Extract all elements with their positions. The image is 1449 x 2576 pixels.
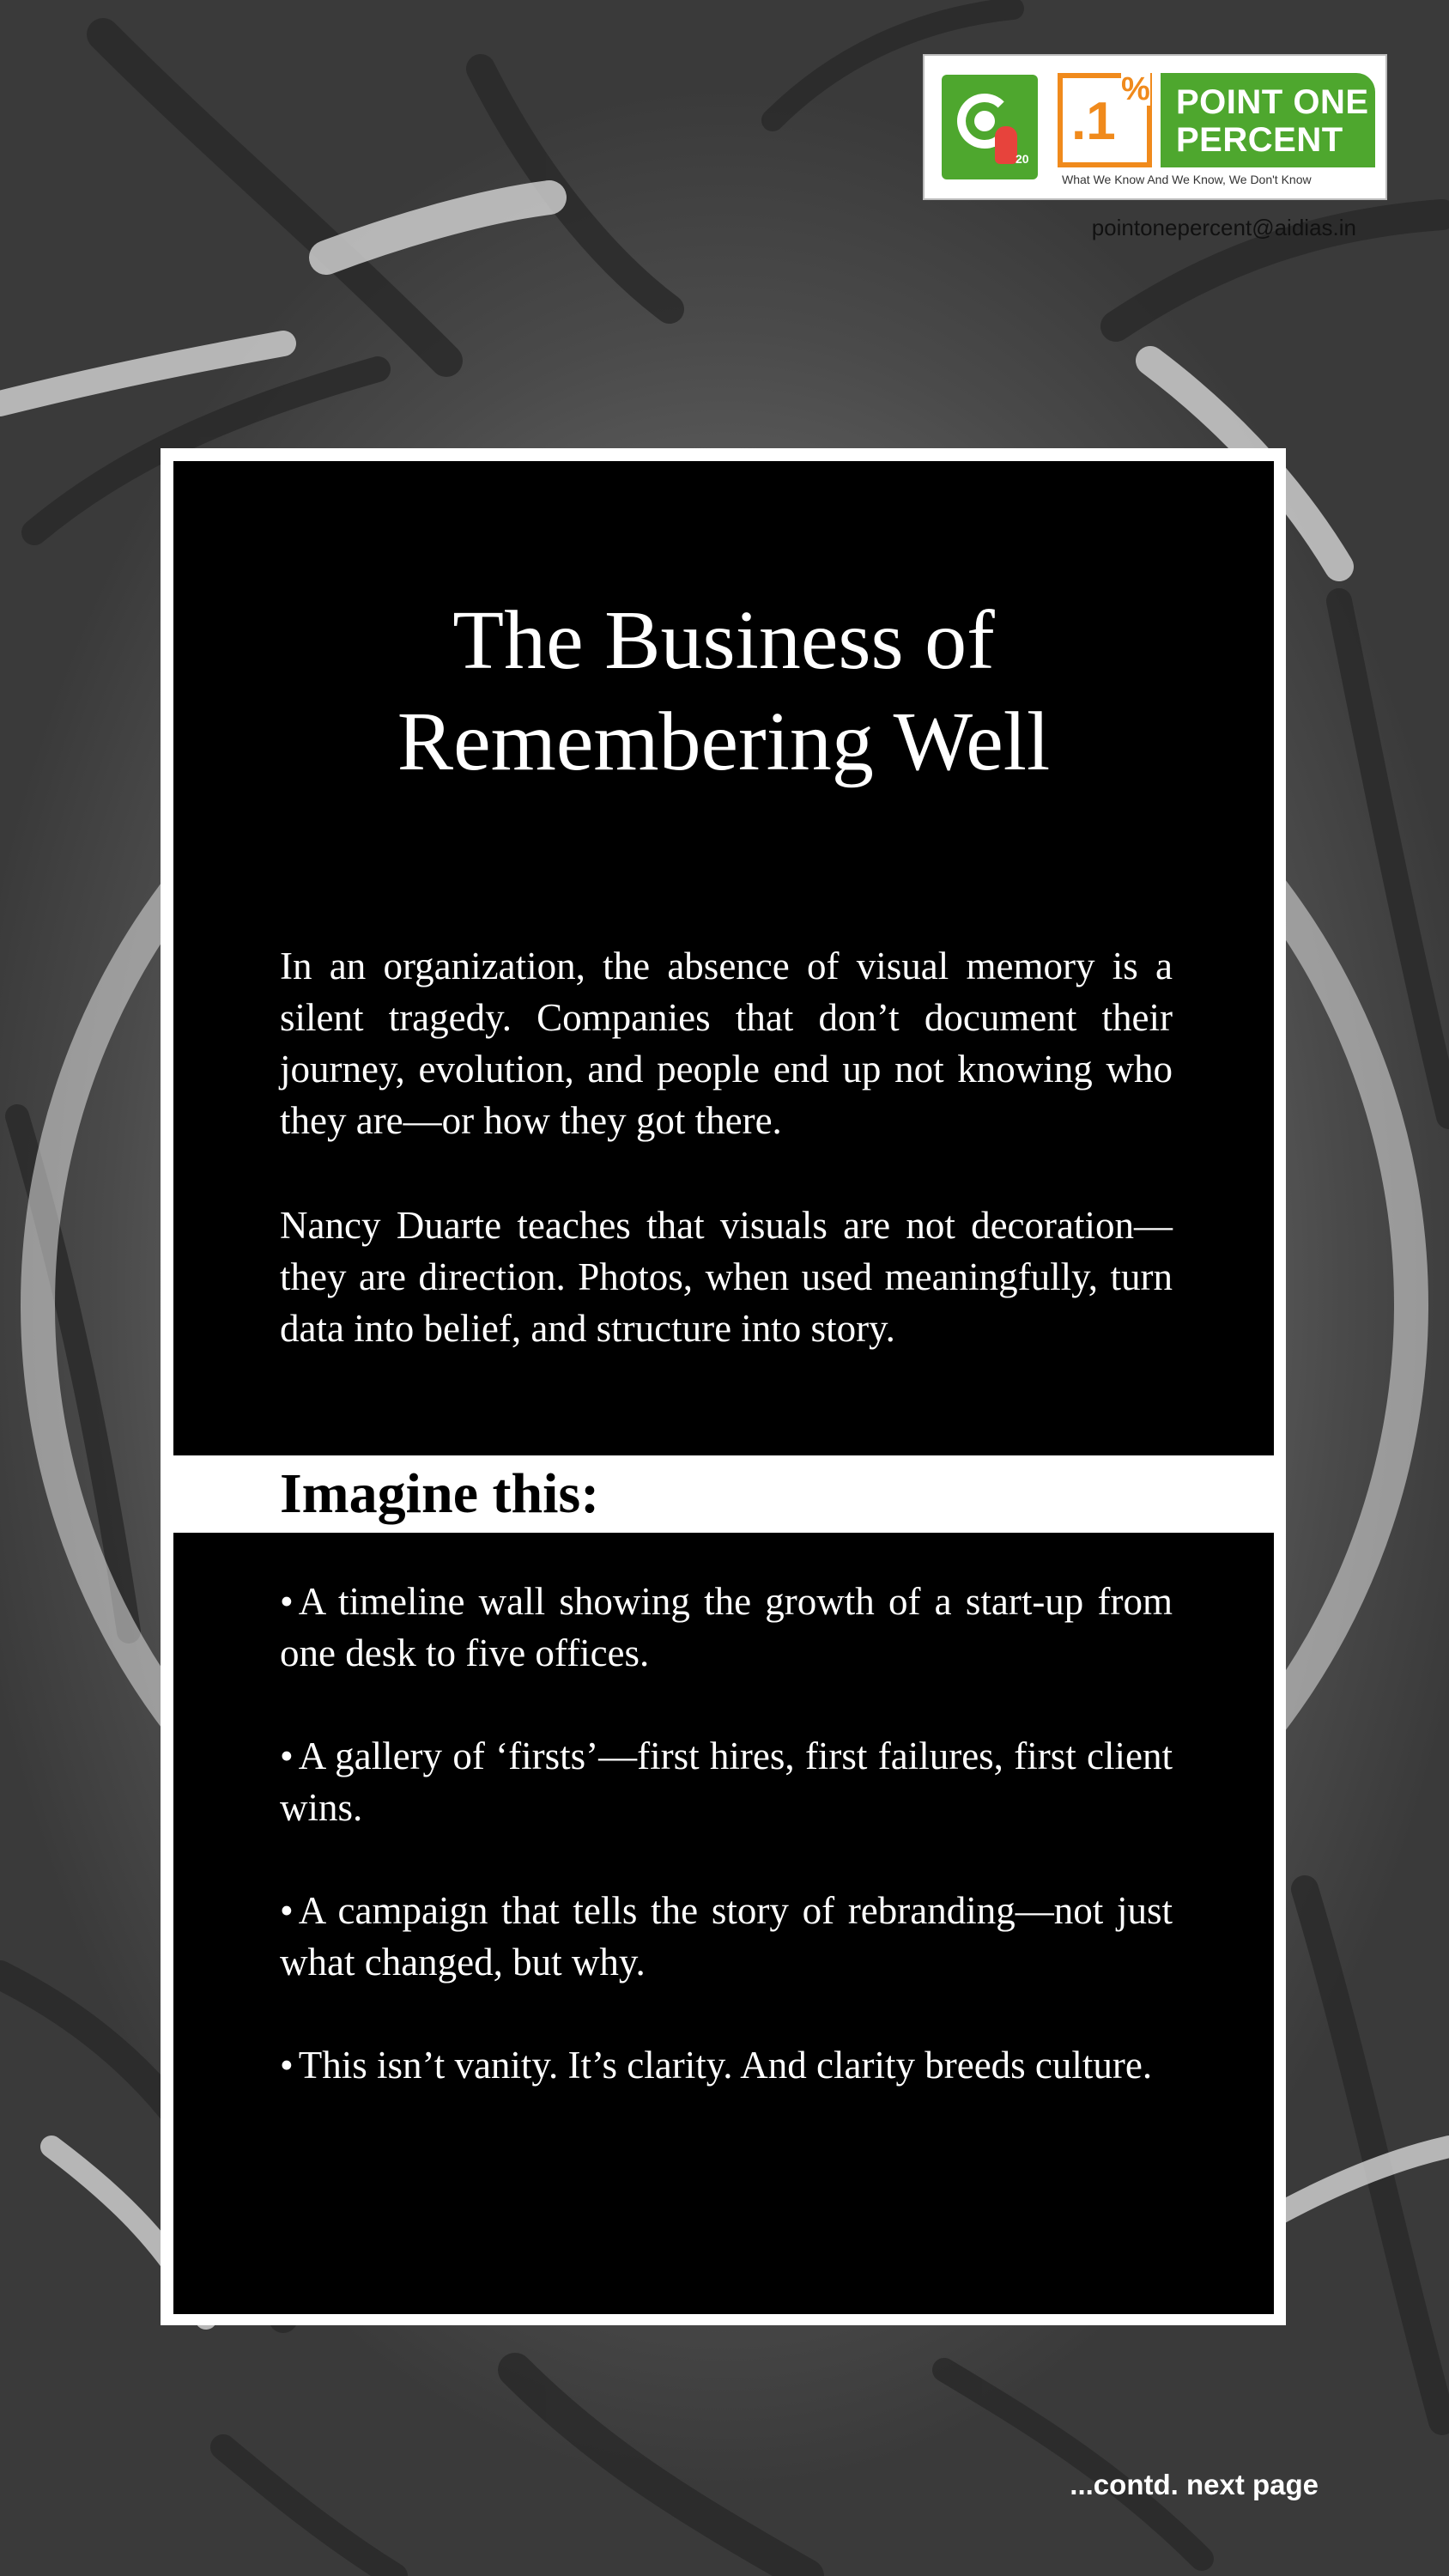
- logo-percent-sign: %: [1121, 71, 1150, 107]
- logo-percent-number: .1: [1071, 92, 1116, 151]
- bullet-icon: •: [280, 1735, 294, 1777]
- brand-logo: [923, 54, 1387, 200]
- pointing-hand-icon: [995, 126, 1017, 164]
- logo-wordmark: [1161, 73, 1375, 167]
- bullet-icon: •: [280, 1580, 294, 1623]
- article-top-panel: [173, 461, 1274, 1455]
- logo-name-line1: POINT ONE: [1176, 83, 1369, 121]
- contact-email: pointonepercent@aidias.in: [1091, 215, 1356, 240]
- logo-tagline: What We Know And We Know, We Don't Know: [1062, 173, 1312, 186]
- at-sign-logo-icon: [942, 75, 1038, 179]
- list-item-text: A timeline wall showing the growth of a start-up from one desk to five offices.: [280, 1580, 1173, 1674]
- list-item: [280, 1730, 1173, 1833]
- bullet-icon: •: [280, 2044, 294, 2087]
- continued-next-page-note: ...contd. next page: [1070, 2469, 1319, 2500]
- article-bottom-panel: [173, 1533, 1274, 2314]
- list-item-text: A gallery of ‘firsts’—first hires, first failures, first client wins.: [280, 1735, 1173, 1829]
- list-item-text: A campaign that tells the story of rebranding—not just what changed, but why.: [280, 1889, 1173, 1984]
- bullet-list: [280, 1576, 1173, 2142]
- bullet-icon: •: [280, 1889, 294, 1932]
- list-item: [280, 1576, 1173, 1679]
- logo-name-line2: PERCENT: [1176, 121, 1343, 159]
- list-item-text: This isn’t vanity. It’s clarity. And clarity breeds culture.: [298, 2044, 1153, 2087]
- list-item: [280, 1885, 1173, 1988]
- section-heading: Imagine this:: [280, 1462, 600, 1525]
- title-line1: The Business of: [452, 594, 995, 687]
- intro-paragraph-2: Nancy Duarte teaches that visuals are not decoration—they are direction. Photos, when used meaningfully, turn data into belief, and structure into story.: [280, 1204, 1173, 1350]
- title-line2: Remembering Well: [397, 696, 1051, 788]
- at-dot-shape: [974, 111, 995, 131]
- percent-logo-icon: [1058, 73, 1152, 167]
- logo-badge-text: 20: [1016, 152, 1029, 166]
- article-title: [173, 590, 1274, 793]
- intro-paragraph-1: In an organization, the absence of visual memory is a silent tragedy. Companies that don’t document their journey, evolution, and people end up not knowing who they are—or how they got there.: [280, 945, 1173, 1142]
- list-item: [280, 2039, 1173, 2091]
